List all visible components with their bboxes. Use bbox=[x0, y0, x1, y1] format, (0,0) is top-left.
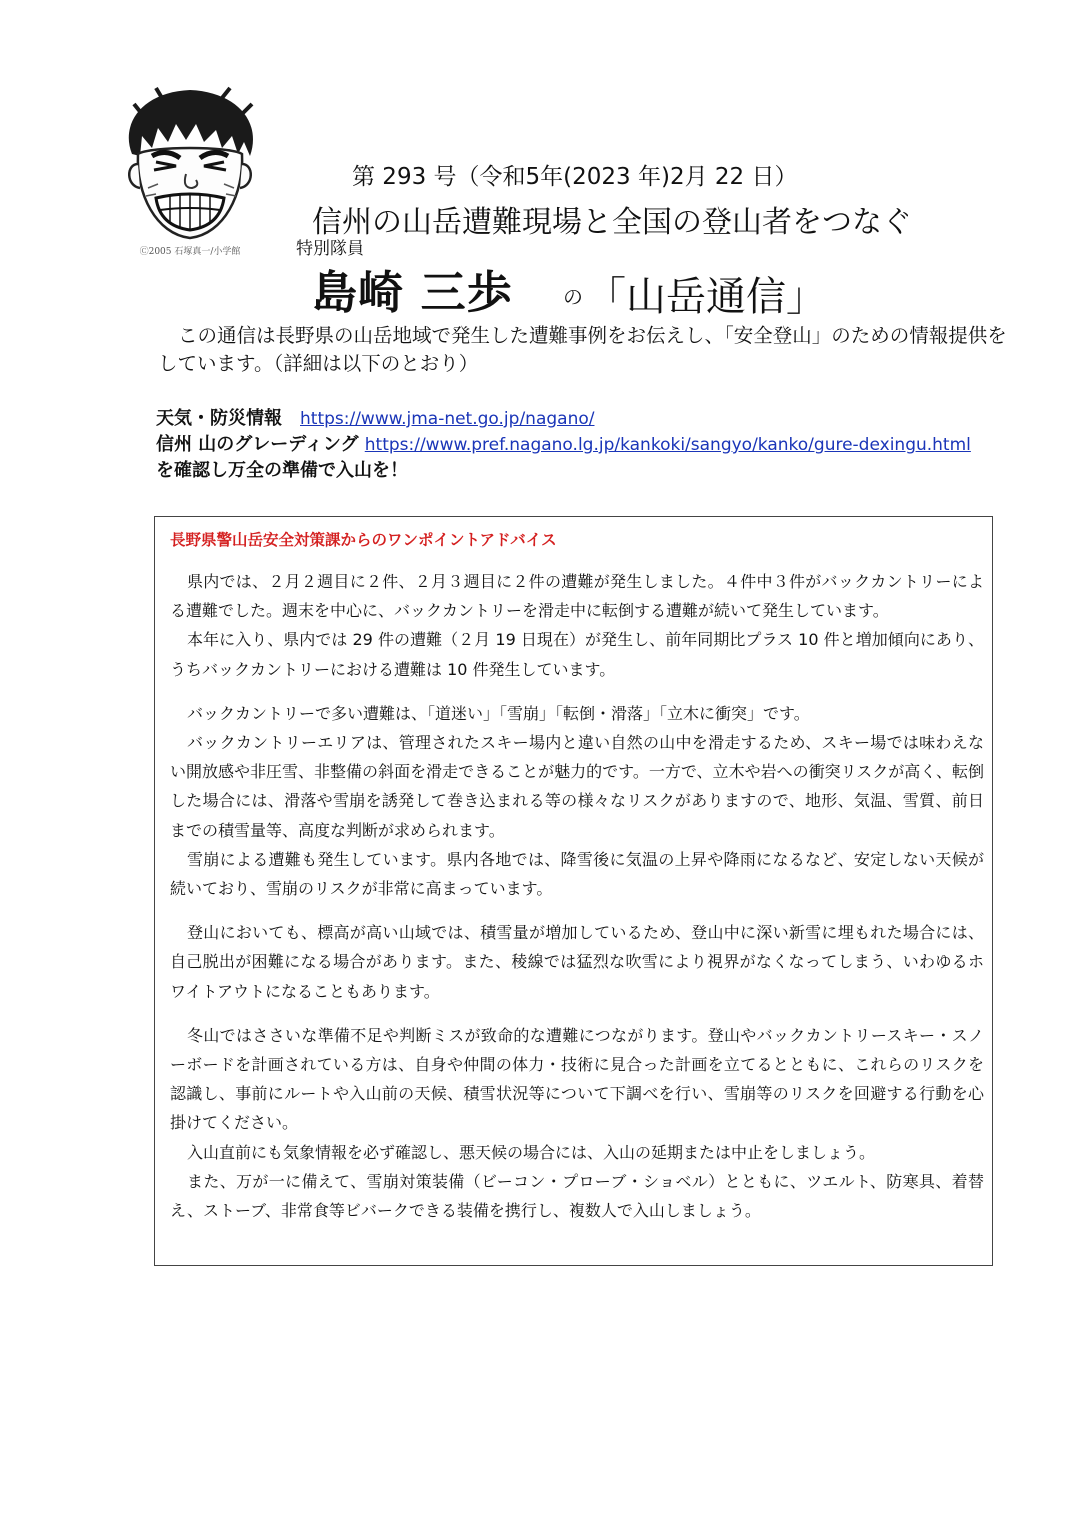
grading-link-row bbox=[156, 432, 1036, 458]
name-suffix-particle: の bbox=[563, 285, 583, 309]
advice-paragraph: 雪崩による遭難も発生しています。県内各地では、降雪後に気温の上昇や降雨になるなど、安定しない天候が続いており、雪崩のリスクが非常に高まっています。 bbox=[170, 849, 984, 899]
mascot-copyright-credit: Ⓒ2005 石塚真一/小学館 bbox=[139, 247, 241, 257]
author-name: 島崎 三歩 bbox=[312, 266, 513, 319]
advice-paragraph: また、万が一に備えて、雪崩対策装備（ビーコン・プローブ・ショベル）とともに、ツエルト、防寒具、着替え、ストーブ、非常食等ビバークできる装備を携行し、複数人で入山しましょう。 bbox=[170, 1171, 984, 1221]
intro-paragraph: この通信は長野県の山岳地域で発生した遭難事例をお伝えし、「安全登山」のための情報提供をしています。（詳細は以下のとおり） bbox=[158, 324, 1007, 375]
issue-number-date: 第 293 号（令和5年(2023 年)2月 22 日） bbox=[352, 164, 798, 190]
series-title: 「山岳通信」 bbox=[586, 274, 826, 320]
advice-paragraph: 登山においても、標高が高い山域では、積雪量が増加しているため、登山中に深い新雪に埋もれた場合には、自己脱出が困難になる場合があります。また、稜線では猛烈な吹雪により視界がなくなってしまう、いわゆるホワイトアウトになることもあります。 bbox=[170, 923, 984, 1001]
advice-paragraph: 本年に入り、県内では 29 件の遭難（２月 19 日現在）が発生し、前年同期比プラス 10 件と増加傾向にあり、うちバックカントリーにおける遭難は 10 件発生しています。 bbox=[170, 630, 984, 679]
header-tagline: 信州の山岳遭難現場と全国の登山者をつなぐ bbox=[312, 205, 912, 240]
advice-paragraph: バックカントリーエリアは、管理されたスキー場内と違い自然の山中を滑走するため、スキー場では味わえない開放感や非圧雪、非整備の斜面を滑走できることが魅力的です。一方で、立木や岩への衝突リスクが高く、転倒した場合には、滑落や雪崩を誘発して巻き込まれる等の様々なリスクがありますので、地形、気温、雪質、前日までの積雪量等、高度な判断が求められます。 bbox=[170, 733, 984, 840]
advice-body bbox=[170, 567, 984, 1225]
weather-link-label: 天気・防災情報 bbox=[156, 408, 282, 429]
weather-link[interactable]: https://www.jma-net.go.jp/nagano/ bbox=[300, 409, 595, 429]
advice-box bbox=[154, 516, 993, 1266]
grading-link-label: 信州 山のグレーディング bbox=[156, 434, 359, 455]
author-rank: 特別隊員 bbox=[296, 239, 364, 259]
advice-paragraph: 入山直前にも気象情報を必ず確認し、悪天候の場合には、入山の延期または中止をしましょう。 bbox=[187, 1142, 876, 1162]
mascot-illustration bbox=[112, 84, 268, 262]
links-closing-text: を確認し万全の準備で入山を！ bbox=[156, 460, 408, 481]
weather-link-row bbox=[156, 406, 1036, 432]
advice-title: 長野県警山岳安全対策課からのワンポイントアドバイス bbox=[170, 531, 557, 549]
advice-paragraph: 県内では、２月２週目に２件、２月３週目に２件の遭難が発生しました。４件中３件がバックカントリーによる遭難でした。週末を中心に、バックカントリーを滑走中に転倒する遭難が続いて発生しています。 bbox=[170, 572, 984, 621]
grading-link[interactable]: https://www.pref.nagano.lg.jp/kankoki/sangyo/kanko/gure-dexingu.html bbox=[364, 435, 971, 455]
reference-links bbox=[156, 406, 1036, 483]
mascot-face-image bbox=[112, 84, 268, 244]
advice-paragraph: バックカントリーで多い遭難は、「道迷い」「雪崩」「転倒・滑落」「立木に衝突」です。 bbox=[187, 703, 810, 723]
advice-paragraph: 冬山ではささいな準備不足や判断ミスが致命的な遭難につながります。登山やバックカントリースキー・スノーボードを計画されている方は、自身や仲間の体力・技術に見合った計画を立てるとともに、これらのリスクを認識し、事前にルートや入山前の天候、積雪状況等について下調べを行い、雪崩等のリスクを回避する行動を心掛けてください。 bbox=[170, 1025, 984, 1133]
